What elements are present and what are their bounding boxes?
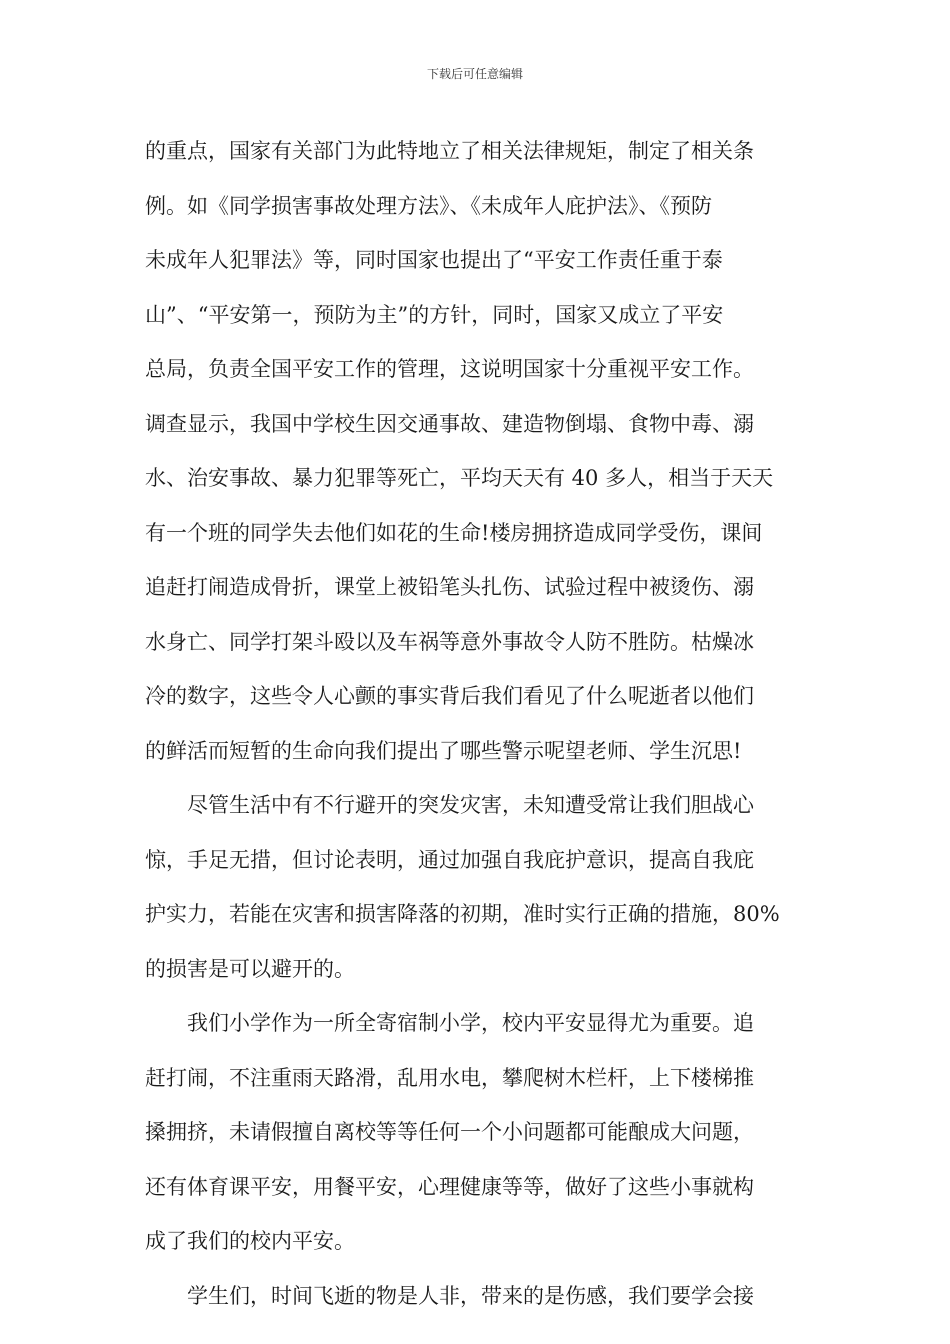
text-line: 总局，负责全国平安工作的管理，这说明国家十分重视平安工作。 (145, 357, 754, 381)
paragraph-first-line: 尽管生活中有不行避开的突发灾害，未知遭受常让我们胆战心 (187, 793, 754, 817)
body-text (145, 128, 805, 1327)
text-line: 的鲜活而短暂的生命向我们提出了哪些警示呢望老师、学生沉思! (145, 738, 742, 763)
text-line: 追赶打闹造成骨折，课堂上被铅笔头扎伤、试验过程中被烫伤、溺 (145, 575, 754, 599)
text-line: 冷的数字，这些令人心颤的事实背后我们看见了什么呢逝者以他们 (145, 684, 754, 708)
text-line: 未成年人犯罪法》等，同时国家也提出了“平安工作责任重于泰 (145, 248, 723, 272)
paragraph-first-line: 我们小学作为一所全寄宿制小学，校内平安显得尤为重要。追 (187, 1011, 754, 1035)
page-header: 下载后可任意编辑 (426, 67, 523, 81)
text-line: 的重点，国家有关部门为此特地立了相关法律规矩，制定了相关条 (145, 139, 754, 163)
text-line: 护实力，若能在灾害和损害降落的初期，准时实行正确的措施，80% (145, 902, 780, 926)
paragraph-first-line: 学生们，时间飞逝的物是人非，带来的是伤感，我们要学会接 (187, 1283, 754, 1308)
text-line: 搡拥挤，未请假擅自离校等等任何一个小问题都可能酿成大问题， (145, 1120, 754, 1144)
text-line: 例。如《同学损害事故处理方法》、《未成年人庇护法》、《预防 (145, 193, 712, 218)
text-line: 成了我们的校内平安。 (145, 1229, 355, 1253)
text-line: 赶打闹，不注重雨天路滑，乱用水电，攀爬树木栏杆，上下楼梯推 (145, 1065, 754, 1090)
text-line: 有一个班的同学失去他们如花的生命!楼房拥挤造成同学受伤，课间 (145, 520, 763, 545)
text-line: 惊，手足无措，但讨论表明，通过加强自我庇护意识，提高自我庇 (145, 847, 754, 872)
text-line: 水身亡、同学打架斗殴以及车祸等意外事故令人防不胜防。枯燥冰 (145, 629, 754, 654)
text-line: 水、治安事故、暴力犯罪等死亡，平均天天有 40 多人，相当于天天 (145, 466, 774, 490)
text-line: 的损害是可以避开的。 (145, 956, 355, 981)
text-line: 山”、“平安第一，预防为主”的方针，同时，国家又成立了平安 (145, 302, 724, 327)
text-line: 还有体育课平安，用餐平安，心理健康等等，做好了这些小事就构 (145, 1174, 754, 1199)
text-line: 调查显示，我国中学校生因交通事故、建造物倒塌、食物中毒、溺 (145, 411, 754, 436)
